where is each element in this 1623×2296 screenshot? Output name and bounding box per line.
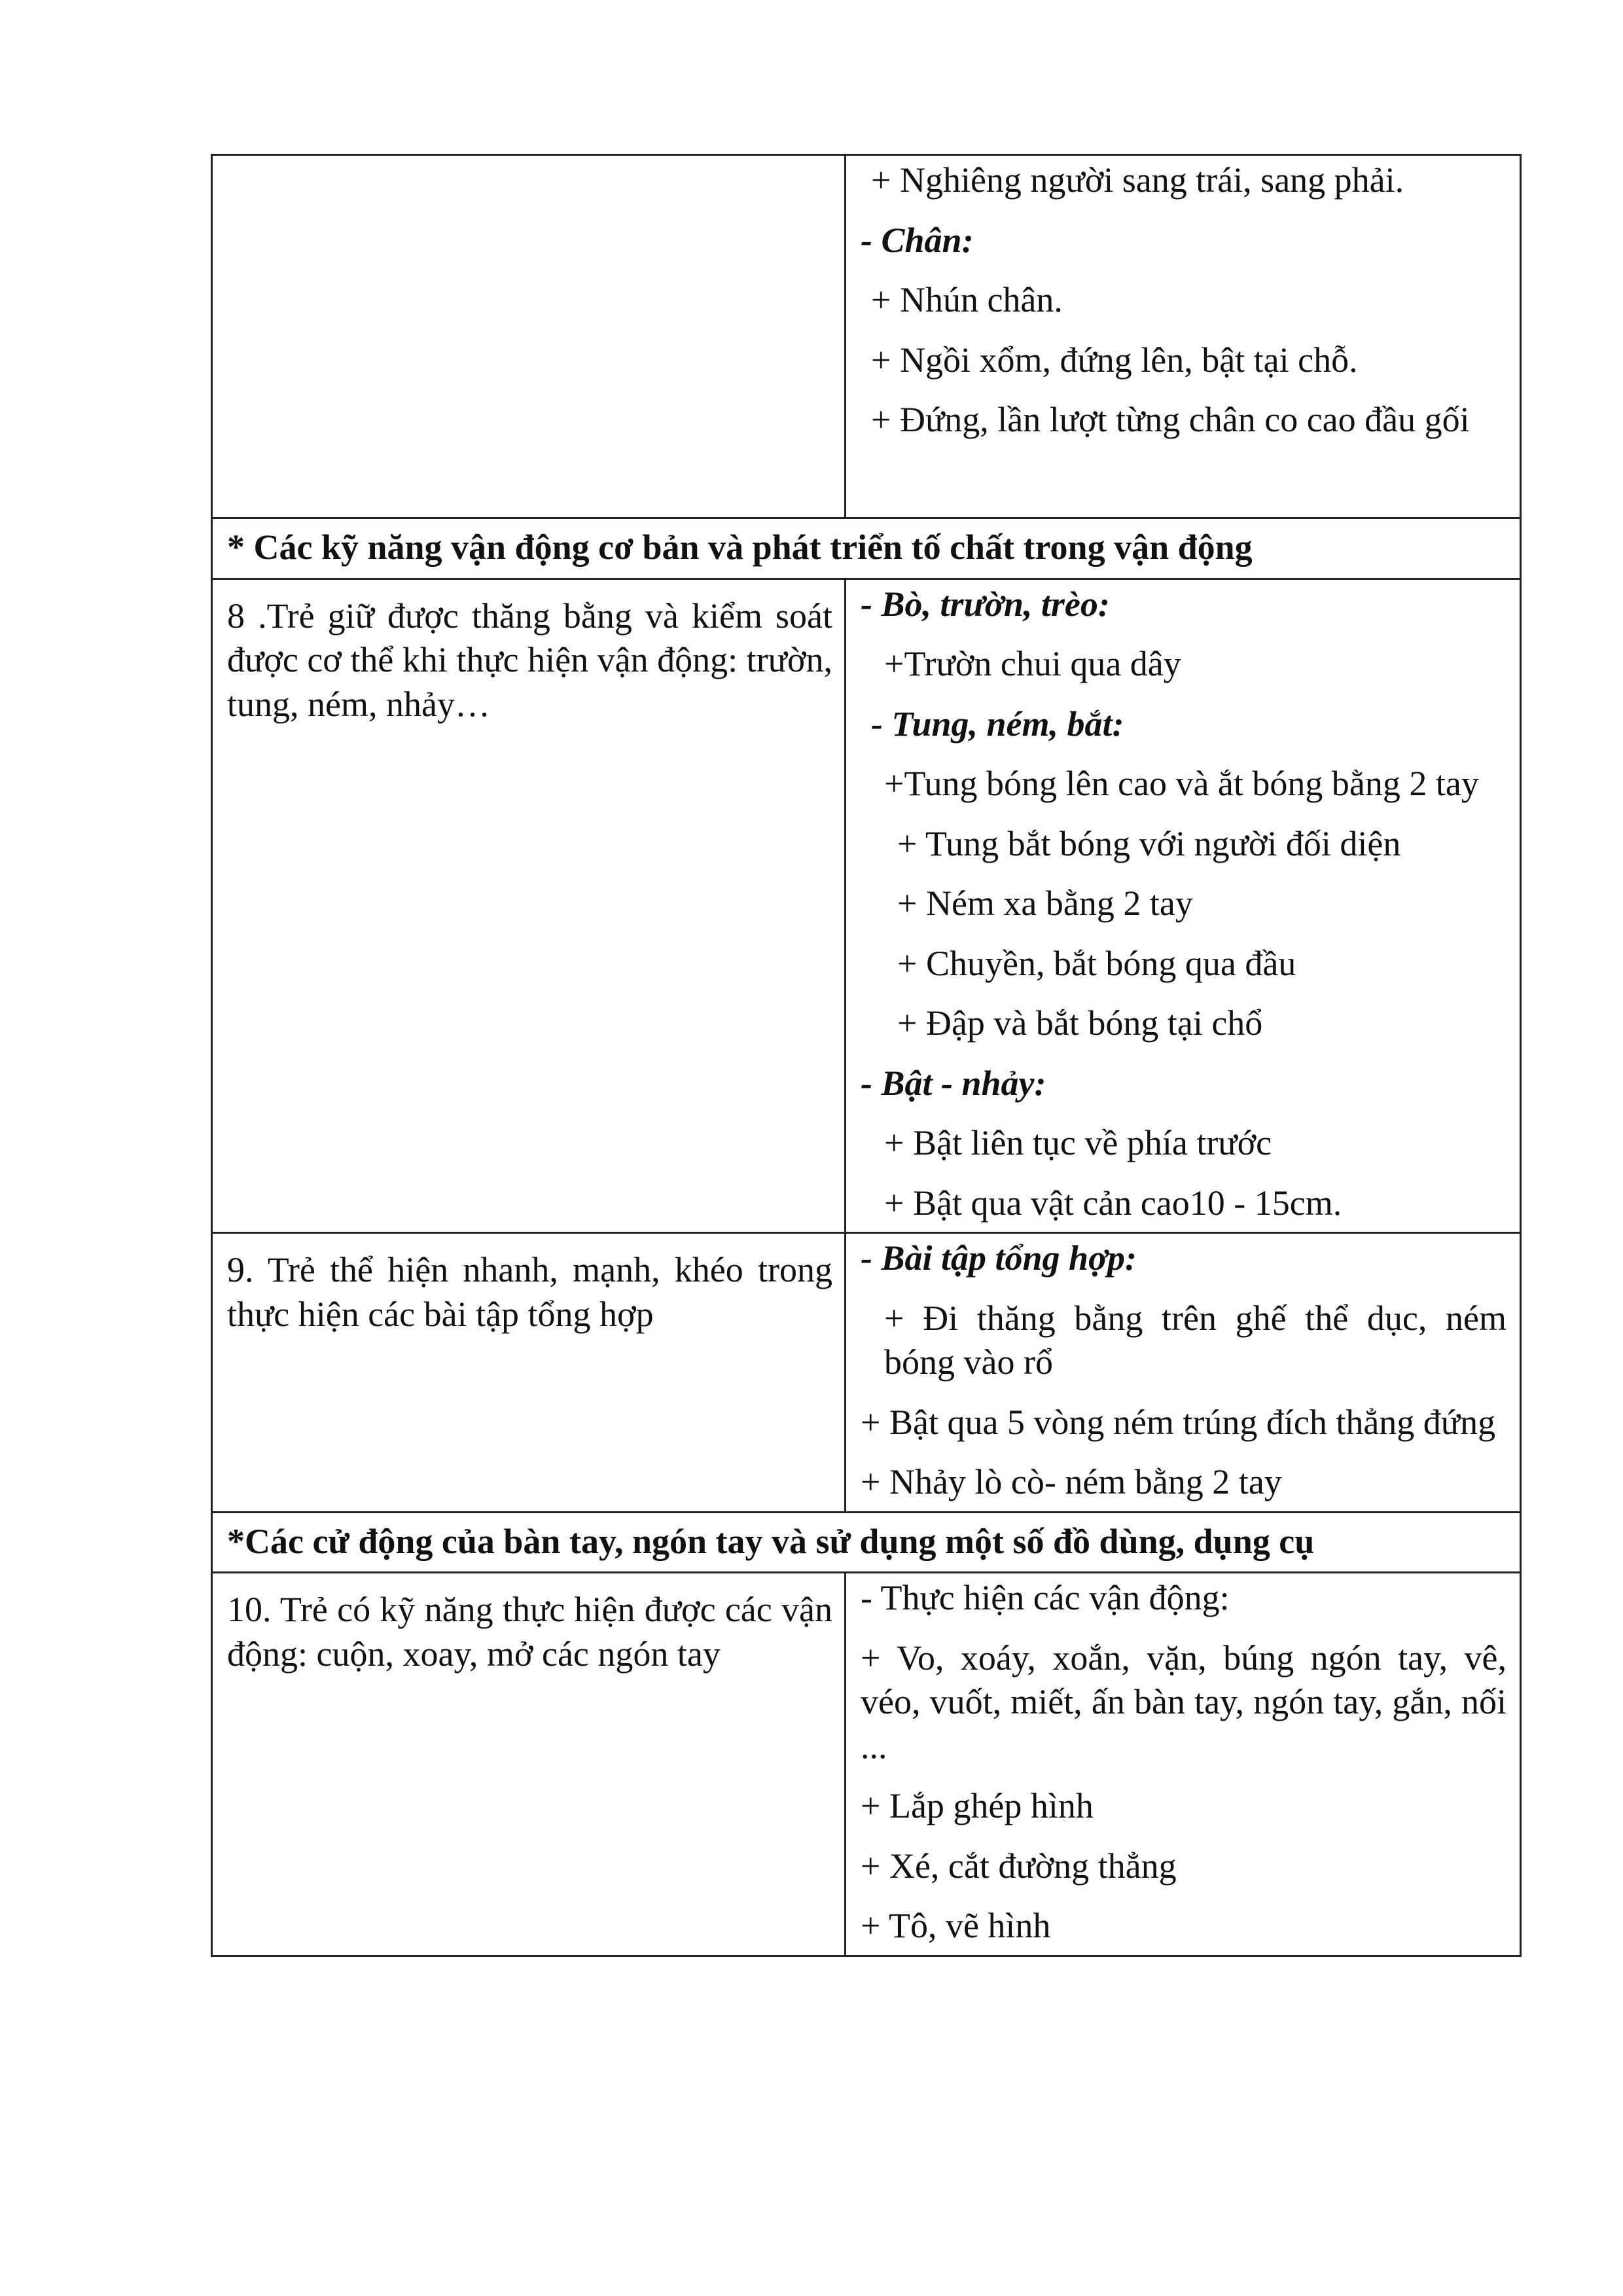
- content-line: + Tô, vẽ hình: [861, 1906, 1051, 1945]
- content-line: - Tung, ném, bắt:: [871, 704, 1124, 744]
- content-line: - Bò, trườn, trèo:: [861, 584, 1110, 624]
- content-line: + Tung bắt bóng với người đối diện: [897, 823, 1401, 863]
- section-row: [212, 518, 1521, 579]
- content-line: +Tung bóng lên cao và ắt bóng bằng 2 tay: [884, 764, 1479, 803]
- table-row: [212, 579, 1521, 1233]
- content-line: + Bật qua 5 vòng ném trúng đích thẳng đứng: [861, 1402, 1496, 1442]
- content-line: + Đi thăng bằng trên ghế thể dục, ném bóng vào rổ: [884, 1298, 1507, 1382]
- content-line: + Chuyền, bắt bóng qua đầu: [897, 943, 1296, 983]
- content-line: - Bật - nhảy:: [861, 1063, 1046, 1103]
- content-line: - Chân:: [861, 220, 974, 260]
- content-line: + Xé, cắt đường thẳng: [861, 1846, 1177, 1886]
- table-body: [212, 155, 1521, 1956]
- content-cell: [846, 579, 1521, 1233]
- content-line: + Đập và bắt bóng tại chổ: [897, 1003, 1263, 1043]
- table-row: [212, 155, 1521, 518]
- content-line: + Đứng, lần lượt từng chân co cao đầu gối: [871, 400, 1470, 439]
- content-cell: [846, 1233, 1521, 1513]
- content-line: + Ném xa bằng 2 tay: [897, 884, 1193, 923]
- content-cell: [846, 155, 1521, 518]
- goal-cell: 9. Trẻ thể hiện nhanh, mạnh, khéo trong thực hiện các bài tập tổng hợp: [212, 1233, 846, 1513]
- goal-cell: 8 .Trẻ giữ được thăng bằng và kiểm soát được cơ thể khi thực hiện vận động: trườn, tung, ném, nhảy…: [212, 579, 846, 1233]
- table-row: [212, 1573, 1521, 1956]
- content-line: + Vo, xoáy, xoắn, vặn, búng ngón tay, vê, véo, vuốt, miết, ấn bàn tay, ngón tay, gắn, nối ...: [861, 1638, 1507, 1766]
- content-line: + Nhảy lò cò- ném bằng 2 tay: [861, 1462, 1282, 1501]
- goal-cell: [212, 155, 846, 518]
- section-row: [212, 1512, 1521, 1573]
- curriculum-table: [211, 154, 1522, 1957]
- content-line: - Bài tập tổng hợp:: [861, 1238, 1137, 1278]
- content-line: + Nghiêng người sang trái, sang phải.: [871, 160, 1404, 200]
- section-heading: *Các cử động của bàn tay, ngón tay và sử dụng một số đồ dùng, dụng cụ: [212, 1512, 1521, 1573]
- content-line: + Bật qua vật cản cao10 - 15cm.: [884, 1183, 1342, 1223]
- content-line: + Ngồi xổm, đứng lên, bật tại chỗ.: [871, 340, 1358, 380]
- content-line: + Nhún chân.: [871, 280, 1063, 319]
- content-line: +Trườn chui qua dây: [884, 644, 1181, 683]
- content-cell: [846, 1573, 1521, 1956]
- content-line: - Thực hiện các vận động:: [861, 1578, 1230, 1617]
- content-line: + Lắp ghép hình: [861, 1786, 1094, 1825]
- goal-cell: 10. Trẻ có kỹ năng thực hiện được các vận động: cuộn, xoay, mở các ngón tay: [212, 1573, 846, 1956]
- table-row: [212, 1233, 1521, 1513]
- content-line: + Bật liên tục về phía trước: [884, 1123, 1272, 1162]
- section-heading: * Các kỹ năng vận động cơ bản và phát triển tố chất trong vận động: [212, 518, 1521, 579]
